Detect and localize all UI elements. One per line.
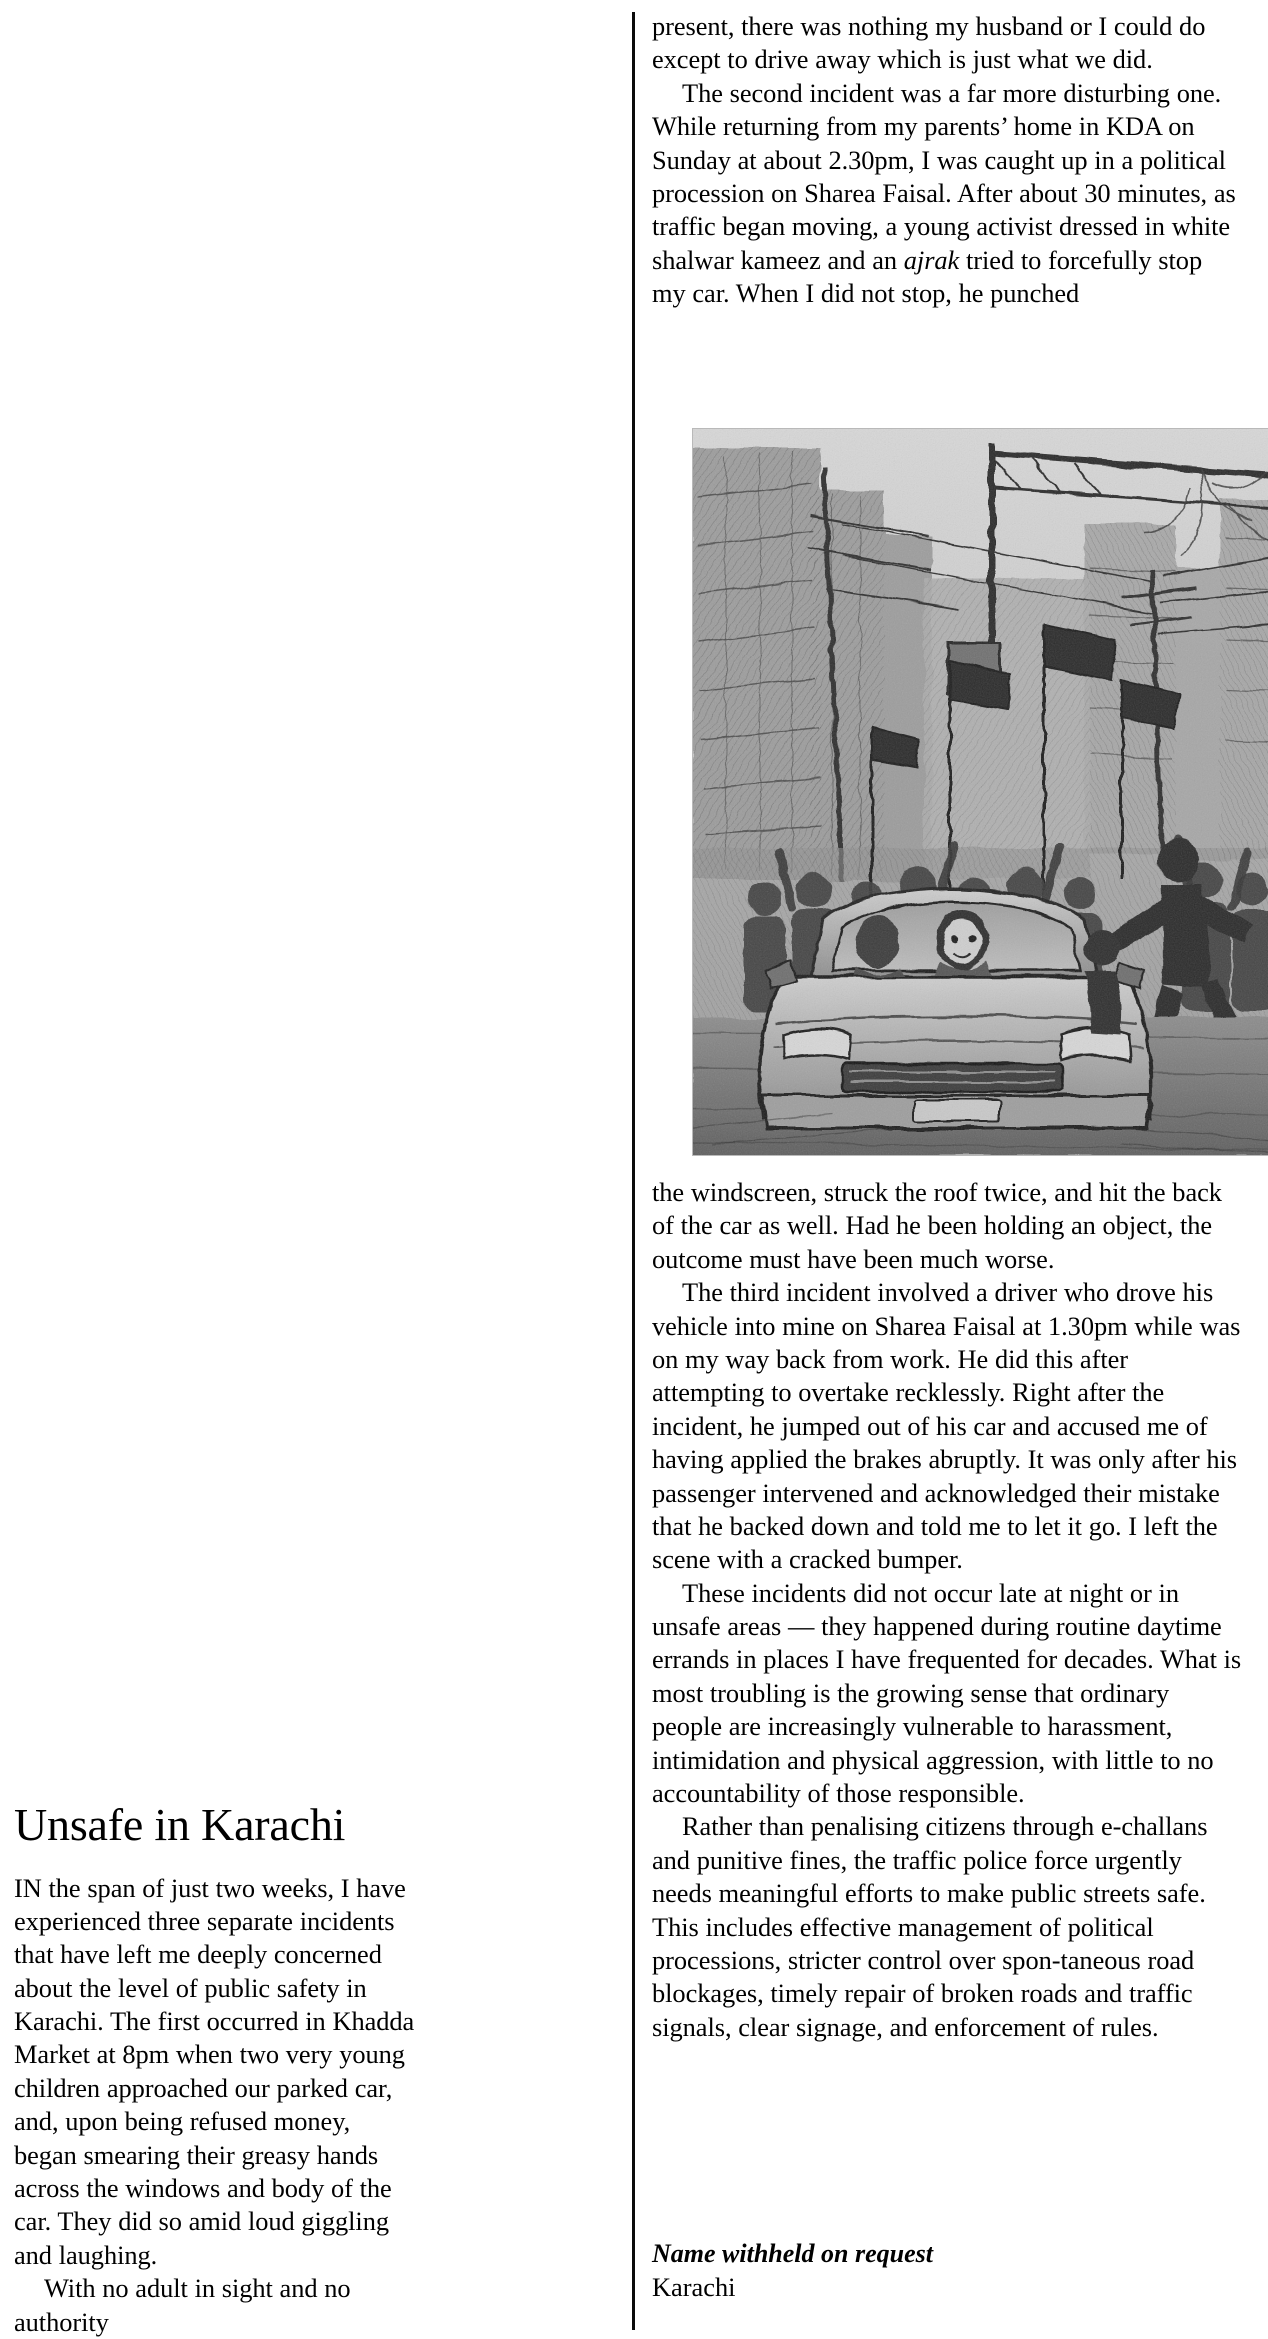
column-divider-rule — [632, 12, 635, 2330]
left-column-content — [14, 1798, 418, 2339]
italic-term-ajrak: ajrak — [903, 244, 960, 275]
article-illustration — [692, 428, 1268, 1156]
byline — [652, 2238, 1242, 2304]
right-column-bottom-text — [652, 1176, 1242, 2044]
right-paragraph-2-text: The second incident was a far more disturbing one. While returning from my parents’ home in KDA on Sunday at about 2.30pm, I was caught up in a political procession on Sharea Faisal. After about 30 minutes, as traffic began moving, a young activist dressed in white shalwar kameez and an ajrak tried to forcefully stop my car. When I did not stop, he punched — [652, 77, 1236, 309]
right-column — [652, 0, 1242, 2339]
left-column — [14, 0, 418, 2339]
left-paragraph-2: With no adult in sight and no authority — [14, 2273, 351, 2337]
right-column-top-text — [652, 10, 1242, 311]
left-paragraph-1: IN the span of just two weeks, I have experienced three separate incidents that have left me deeply concerned about the level of public safety in Karachi. The first occurred in Khadda Market at 8pm when two very young children approached our parked car, and, upon being refused money, began smearing their greasy hands across the windows and body of the car. They did so amid loud giggling and laughing. — [14, 1872, 415, 2270]
right-paragraph-4: The third incident involved a driver who drove his vehicle into mine on Sharea Faisal at 1.30pm while was on my way back from work. He did this after attempting to overtake recklessly. Right after the incident, he jumped out of his car and accused me of having applied the brakes abruptly. It was only after his passenger intervened and acknowledged their mistake that he backed down and told me to let it go. I left the scene with a cracked bumper. — [652, 1277, 1241, 1575]
street-protest-illustration-svg — [692, 428, 1268, 1156]
right-paragraph-3: the windscreen, struck the roof twice, and hit the back of the car as well. Had he been holding an object, the outcome must have been much worse. — [652, 1177, 1222, 1274]
byline-name: Name withheld on request — [652, 2239, 933, 2268]
right-paragraph-2 — [652, 77, 1242, 311]
right-paragraph-6: Rather than penalising citizens through e-challans and punitive fines, the traffic police force urgently needs meaningful efforts to make public streets safe. This includes effective management of political processions, stricter control over spon-taneous road blockages, timely repair of broken roads and traffic signals, clear signage, and enforcement of rules. — [652, 1811, 1208, 2042]
right-paragraph-5: These incidents did not occur late at night or in unsafe areas — they happened during routine daytime errands in places I have frequented for decades. What is most troubling is the growing sense that ordinary people are increasingly vulnerable to harassment, intimidation and physical aggression, with little to no accountability of those responsible. — [652, 1577, 1242, 1809]
page-title: Unsafe in Karachi — [14, 1798, 346, 1850]
byline-city: Karachi — [652, 2271, 736, 2302]
right-paragraph-1: present, there was nothing my husband or I could do except to drive away which is just what we did. — [652, 11, 1206, 75]
